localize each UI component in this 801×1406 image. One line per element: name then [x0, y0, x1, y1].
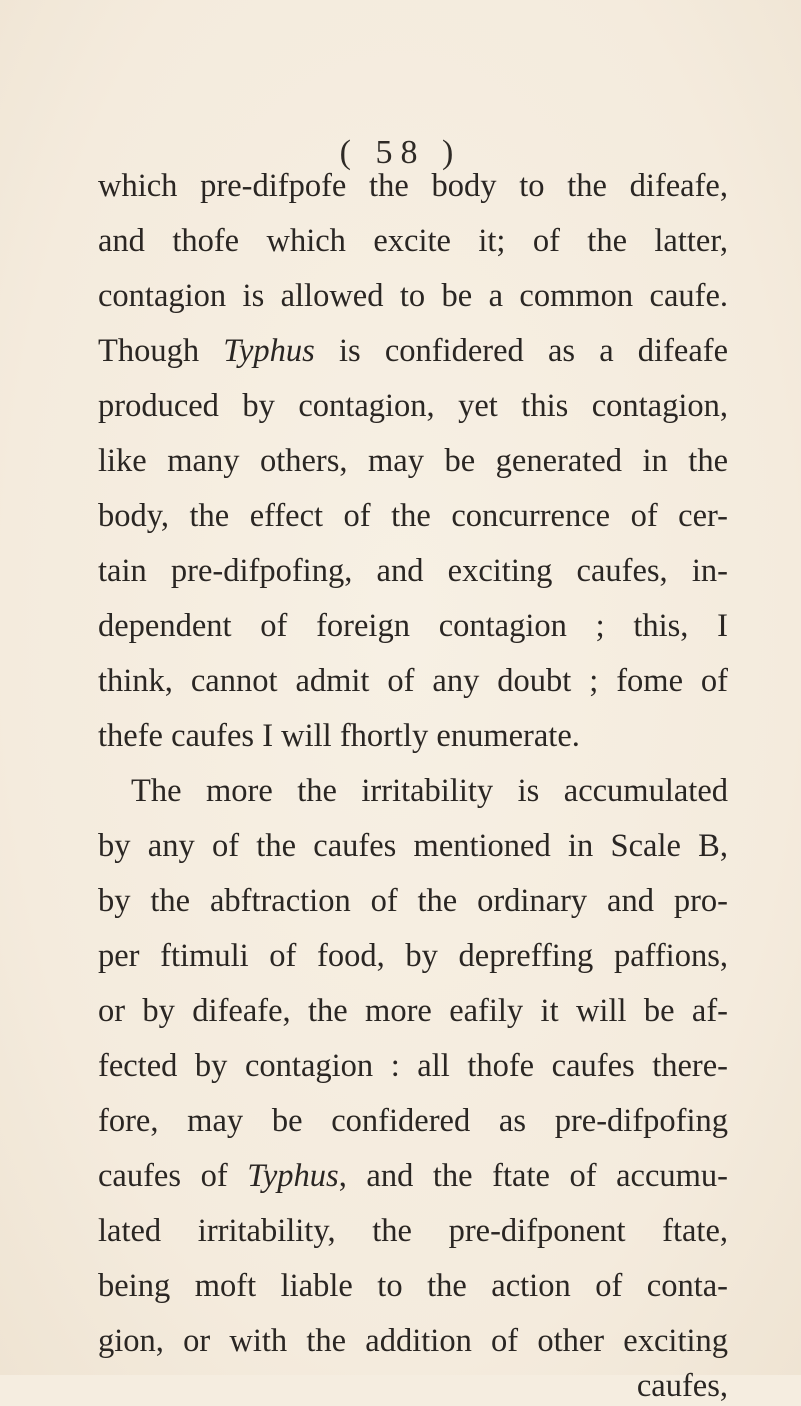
text-line: by any of the caufes mentioned in Scale B, — [98, 828, 728, 864]
text-line: The more the irritability is accumulated — [131, 773, 728, 809]
text-line: produced by contagion, yet this contagion, — [98, 388, 728, 424]
text-line: contagion is allowed to be a common caufe. — [98, 278, 728, 314]
text-line: lated irritability, the pre-difponent ftate, — [98, 1213, 728, 1249]
page-number: ( 58 ) — [339, 134, 462, 171]
text-line: which pre-difpofe the body to the difeafe, — [98, 168, 728, 204]
text-line: being moft liable to the action of conta- — [98, 1268, 728, 1304]
text-line: fected by contagion : all thofe caufes there- — [98, 1048, 728, 1084]
text-line: think, cannot admit of any doubt ; fome of — [98, 663, 728, 699]
text-line: gion, or with the addition of other exciting — [98, 1323, 728, 1359]
text-line: or by difeafe, the more eafily it will be af- — [98, 993, 728, 1029]
text-line: Though Typhus is confidered as a difeafe — [98, 333, 728, 369]
text-line: fore, may be confidered as pre-difpofing — [98, 1103, 728, 1139]
text-line: body, the effect of the concurrence of cer- — [98, 498, 728, 534]
text-line: dependent of foreign contagion ; this, I — [98, 608, 728, 644]
italic-term: Typhus — [247, 1158, 339, 1194]
text-line: caufes of Typhus, and the ftate of accumu- — [98, 1158, 729, 1194]
text-line: like many others, may be generated in the — [98, 443, 728, 479]
text-line: per ftimuli of food, by depreffing paffions, — [98, 938, 728, 974]
italic-term: Typhus — [223, 333, 315, 369]
text-line: tain pre-difpofing, and exciting caufes, in- — [98, 553, 728, 589]
text-line: by the abftraction of the ordinary and pro- — [98, 883, 728, 919]
catchword: caufes, — [636, 1368, 728, 1404]
text-line: thefe caufes I will fhortly enumerate. — [98, 718, 580, 754]
text-line: and thofe which excite it; of the latter, — [98, 223, 728, 259]
